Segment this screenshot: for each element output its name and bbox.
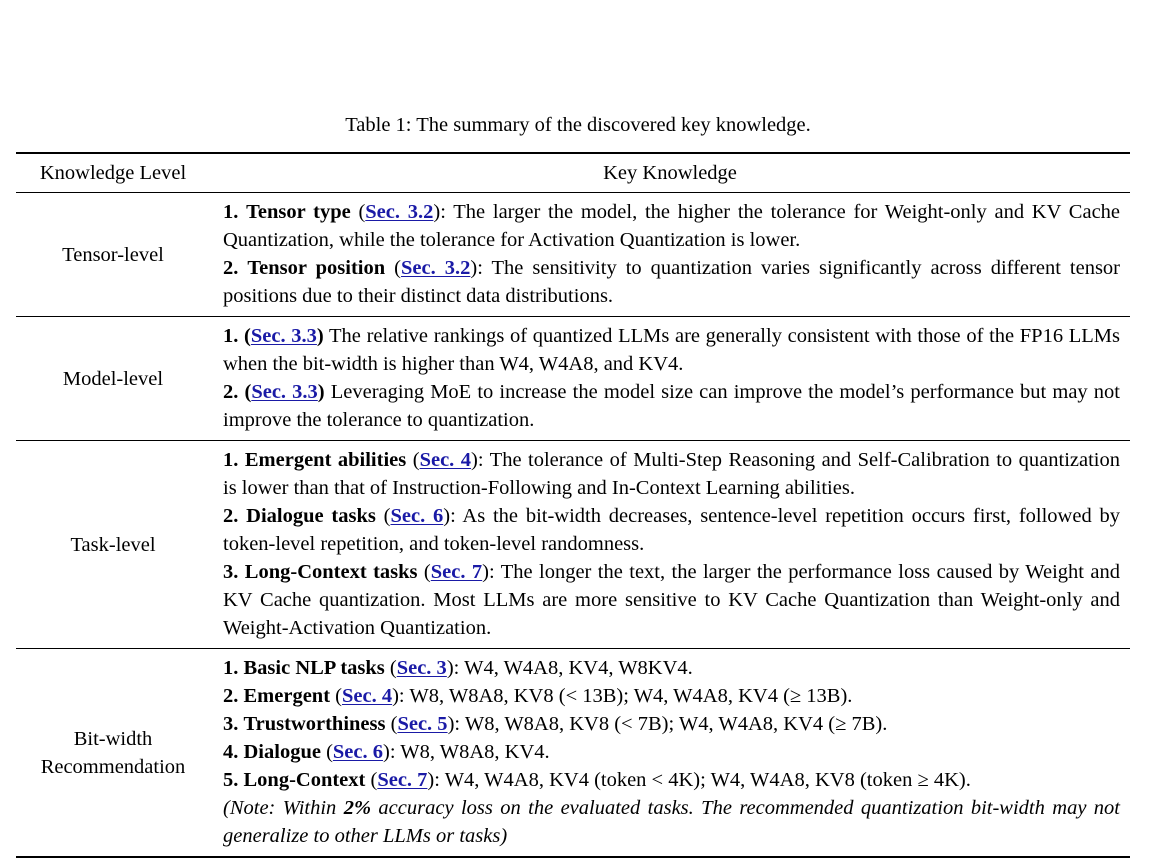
section-link[interactable]: Sec. 3.3 [250,325,317,347]
table-row [16,193,1130,317]
section-link[interactable]: Sec. 3.2 [365,201,434,223]
knowledge-item: 2. Emergent (Sec. 4): W8, W8A8, KV8 (< 13B); W4, W4A8, KV4 (≥ 13B). [223,685,853,707]
knowledge-item: 1. Basic NLP tasks (Sec. 3): W4, W4A8, KV4, W8KV4. [223,657,693,679]
section-link[interactable]: Sec. 3 [396,657,447,679]
knowledge-item: 1. (Sec. 3.3) The relative rankings of quantized LLMs are generally consistent with those of the FP16 LLMs when the bit-width is higher than W4, W4A8, and KV4. [223,325,1121,375]
section-link[interactable]: Sec. 7 [377,769,428,791]
section-link[interactable]: Sec. 6 [390,505,444,527]
section-link[interactable]: Sec. 6 [332,741,384,763]
knowledge-item: 5. Long-Context (Sec. 7): W4, W4A8, KV4 (token < 4K); W4, W4A8, KV8 (token ≥ 4K). [223,769,971,791]
knowledge-item: 2. (Sec. 3.3) Leveraging MoE to increase the model size can improve the model’s performance but may not improve the tolerance to quantization. [223,381,1120,431]
row-knowledge-cell [210,193,1130,317]
section-link[interactable]: Sec. 3.2 [401,257,471,279]
row-level-label: Tensor-level [16,193,210,317]
row-level-label: Task-level [16,441,210,649]
knowledge-item: 1. Tensor type (Sec. 3.2): The larger the model, the higher the tolerance for Weight-only and KV Cache Quantization, while the tolerance for Activation Quantization is lower. [223,201,1121,251]
table-caption: Table 1: The summary of the discovered key knowledge. [345,114,811,136]
row-level-label: Model-level [16,317,210,441]
section-link[interactable]: Sec. 4 [419,449,472,471]
section-link[interactable]: Sec. 3.3 [251,381,318,403]
knowledge-table [16,152,1130,858]
section-link[interactable]: Sec. 5 [397,713,448,735]
section-link[interactable]: Sec. 7 [430,561,483,583]
knowledge-item: 2. Tensor position (Sec. 3.2): The sensitivity to quantization varies significantly across different tensor positions due to their distinct data distributions. [223,257,1121,307]
table-row [16,649,1130,858]
recommendation-note: (Note: Within 2% accuracy loss on the evaluated tasks. The recommended quantization bit-width may not generalize to other LLMs or tasks) [223,797,1121,847]
header-key-knowledge: Key Knowledge [210,153,1130,193]
header-knowledge-level: Knowledge Level [16,153,210,193]
table-header-row [16,153,1130,193]
section-link[interactable]: Sec. 4 [341,685,393,707]
knowledge-item: 2. Dialogue tasks (Sec. 6): As the bit-width decreases, sentence-level repetition occurs first, followed by token-level repetition, and token-level randomness. [223,505,1120,555]
table-row [16,441,1130,649]
table-row [16,317,1130,441]
row-level-label: Bit-width Recommendation [16,649,210,858]
row-knowledge-cell [210,317,1130,441]
knowledge-item: 4. Dialogue (Sec. 6): W8, W8A8, KV4. [223,741,550,763]
knowledge-item: 3. Trustworthiness (Sec. 5): W8, W8A8, KV8 (< 7B); W4, W4A8, KV4 (≥ 7B). [223,713,888,735]
row-knowledge-cell [210,441,1130,649]
knowledge-item: 1. Emergent abilities (Sec. 4): The tolerance of Multi-Step Reasoning and Self-Calibration to quantization is lower than that of Instruction-Following and In-Context Learning abilities. [223,449,1120,499]
row-knowledge-cell [210,649,1130,858]
knowledge-item: 3. Long-Context tasks (Sec. 7): The longer the text, the larger the performance loss caused by Weight and KV Cache quantization. Most LLMs are more sensitive to KV Cache Quantization than Weight-only and Weight-Activation Quantization. [223,561,1121,639]
